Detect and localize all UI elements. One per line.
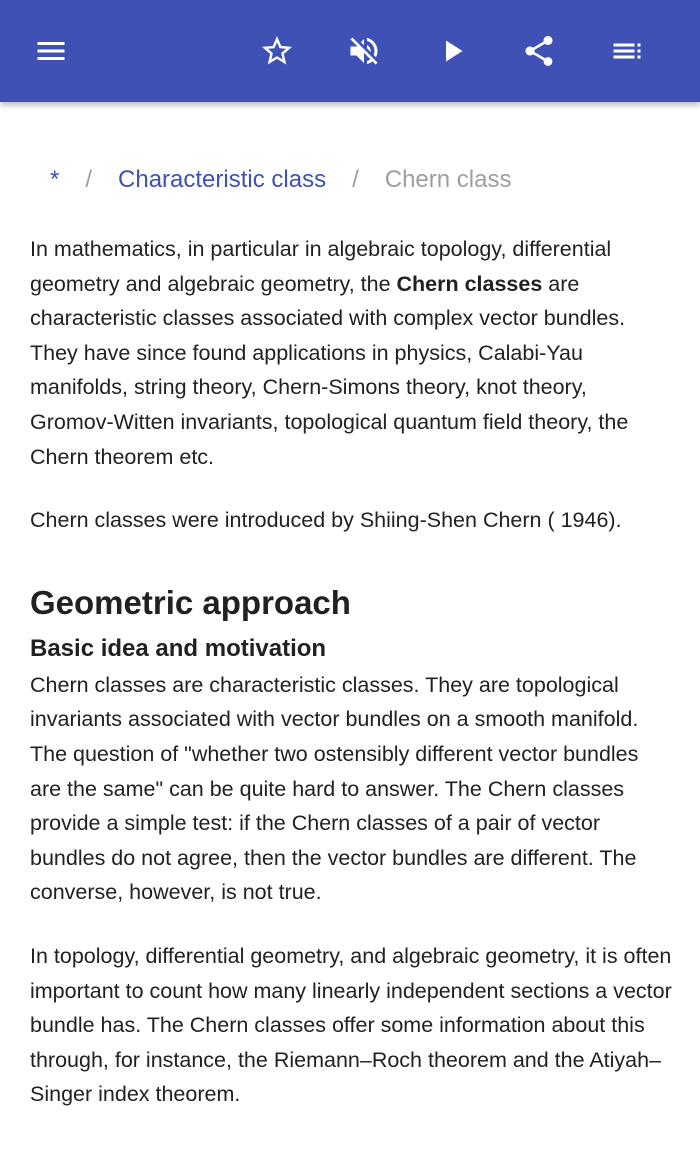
- intro-bold-term: Chern classes: [396, 271, 543, 296]
- toc-list-icon[interactable]: [607, 31, 647, 71]
- subsection-heading: Basic idea and motivation: [30, 634, 327, 662]
- breadcrumb-separator: /: [85, 166, 93, 193]
- breadcrumb-separator: /: [352, 166, 359, 193]
- history-paragraph: Chern classes were introduced by Shiing-Shen Chern ( 1946).: [30, 508, 622, 533]
- volume-off-icon[interactable]: [344, 31, 384, 71]
- motivation-paragraph: Chern classes are characteristic classes. They are topological invariants associated with vector bundles on a smooth manifold. The question of "whether two ostensibly different vector bundles are the same" can be quite hard to answer. The Chern classes provide a simple test: if the Chern classes of a pair of vector bundles do not agree, then the vector bundles are different. The converse, however, is not true.: [30, 672, 639, 905]
- menu-icon[interactable]: [31, 31, 71, 71]
- star-outline-icon[interactable]: [257, 31, 297, 71]
- play-icon[interactable]: [432, 31, 472, 71]
- breadcrumb-current: Chern class: [384, 166, 512, 193]
- breadcrumb-home-link[interactable]: *: [50, 166, 60, 193]
- intro-text-start: In mathematics, in particular in algebraic topology, differential geometry and algebraic geometry, the: [30, 237, 612, 296]
- sections-paragraph: In topology, differential geometry, and algebraic geometry, it is often important to count how many linearly independent sections a vector bundle has. The Chern classes offer some information about this through, for instance, the Riemann–Roch theorem and the Atiyah–Singer index theorem.: [30, 943, 672, 1107]
- section-heading: Geometric approach: [30, 583, 351, 621]
- app-bar: [0, 0, 700, 102]
- share-icon[interactable]: [519, 31, 559, 71]
- breadcrumb-parent-link[interactable]: Characteristic class: [118, 166, 327, 193]
- intro-text-end: are characteristic classes associated with complex vector bundles. They have since found applications in physics, Calabi-Yau manifolds, string theory, Chern-Simons theory, knot theory, Gromov-Witten invariants, topological quantum field theory, the Chern theorem etc.: [30, 271, 629, 469]
- breadcrumb: [30, 150, 675, 210]
- intro-paragraph: [30, 232, 675, 474]
- article-content: [30, 150, 675, 1112]
